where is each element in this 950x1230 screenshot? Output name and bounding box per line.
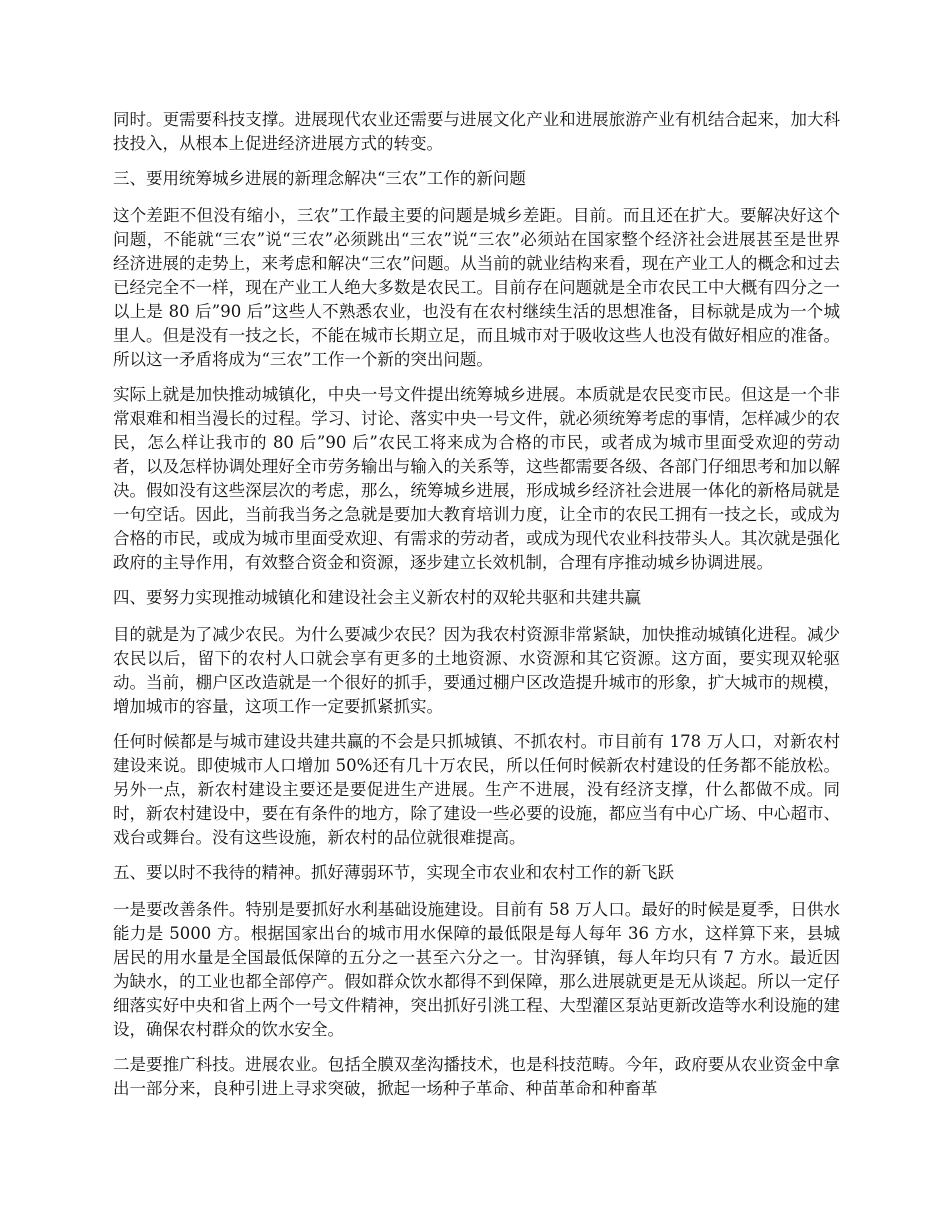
section-heading-3: 三、要用统筹城乡进展的新理念解决“三农”工作的新问题 <box>113 169 526 188</box>
document-page <box>113 108 840 1112</box>
body-paragraph: 二是要推广科技。进展农业。包括全膜双垄沟播技术，也是科技范畴。今年，政府要从农业资金中拿出一部分来，良种引进上寻求突破，掀起一场种子革命、种苗革命和种畜革 <box>113 1055 840 1098</box>
body-paragraph: 任何时候都是与城市建设共建共赢的不会是只抓城镇、不抓农村。市目前有 178 万人口，对新农村建设来说。即使城市人口增加 50%还有几十万农民，所以任何时候新农村建设的任务都不能放松。另外一点，新农村建设主要还是要促进生产进展。生产不进展，没有经济支撑，什么都做不成。同时，新农村建设中，要在有条件的地方，除了建设一些必要的设施，都应当有中心广场、中心超市、戏台或舞台。没有这些设施，新农村的品位就很难提高。 <box>113 732 840 847</box>
body-paragraph: 这个差距不但没有缩小，三农”工作最主要的问题是城乡差距。目前。而且还在扩大。要解决好这个问题，不能就“三农”说“三农”必须跳出“三农”说“三农”必须站在国家整个经济社会进展甚至是世界经济进展的走势上，来考虑和解决“三农”问题。从当前的就业结构来看，现在产业工人的概念和过去已经完全不一样，现在产业工人绝大多数是农民工。目前存在问题就是全市农民工中大概有四分之一以上是 80 后”90 后”这些人不熟悉农业，也没有在农村继续生活的思想准备，目标就是成为一个城里人。但是没有一技之长，不能在城市长期立足，而且城市对于吸收这些人也没有做好相应的准备。所以这一矛盾将成为“三农”工作一个新的突出问题。 <box>113 206 840 369</box>
body-paragraph: 实际上就是加快推动城镇化，中央一号文件提出统筹城乡进展。本质就是农民变市民。但这是一个非常艰难和相当漫长的过程。学习、讨论、落实中央一号文件，就必须统筹考虑的事情，怎样减少的农民，怎么样让我市的 80 后”90 后”农民工将来成为合格的市民，或者成为城市里面受欢迎的劳动者，以及怎样协调处理好全市劳务输出与输入的关系等，这些都需要各级、各部门仔细思考和加以解决。假如没有这些深层次的考虑，那么，统筹城乡进展，形成城乡经济社会进展一体化的新格局就是一句空话。因此，当前我当务之急就是要加大教育培训力度，让全市的农民工拥有一技之长，或成为合格的市民，或成为城市里面受欢迎、有需求的劳动者，或成为现代农业科技带头人。其次就是强化政府的主导作用，有效整合资金和资源，逐步建立长效机制，合理有序推动城乡协调进展。 <box>113 385 840 572</box>
body-paragraph: 目的就是为了减少农民。为什么要减少农民？因为我农村资源非常紧缺，加快推动城镇化进程。减少农民以后，留下的农村人口就会享有更多的土地资源、水资源和其它资源。这方面，要实现双轮驱动。当前，棚户区改造就是一个很好的抓手，要通过棚户区改造提升城市的形象，扩大城市的规模，增加城市的容量，这项工作一定要抓紧抓实。 <box>113 625 840 716</box>
body-paragraph: 同时。更需要科技支撑。进展现代农业还需要与进展文化产业和进展旅游产业有机结合起来，加大科技投入，从根本上促进经济进展方式的转变。 <box>113 110 840 153</box>
section-heading-5: 五、要以时不我待的精神。抓好薄弱环节，实现全市农业和农村工作的新飞跃 <box>113 863 674 882</box>
body-paragraph: 一是要改善条件。特别是要抓好水利基础设施建设。目前有 58 万人口。最好的时候是夏季，日供水能力是 5000 方。根据国家出台的城市用水保障的最低限是每人每年 36 方水，这样算下来，县城居民的用水量是全国最低保障的五分之一甚至六分之一。甘沟驿镇，每人年均只有 7 方水。最近因为缺水，的工业也都全部停产。假如群众饮水都得不到保障，那么进展就更是无从谈起。所以一定仔细落实好中央和省上两个一号文件精神，突出抓好引洮工程、大型灌区泵站更新改造等水利设施的建设，确保农村群众的饮水安全。 <box>113 900 840 1039</box>
section-heading-4: 四、要努力实现推动城镇化和建设社会主义新农村的双轮共驱和共建共赢 <box>113 588 641 607</box>
